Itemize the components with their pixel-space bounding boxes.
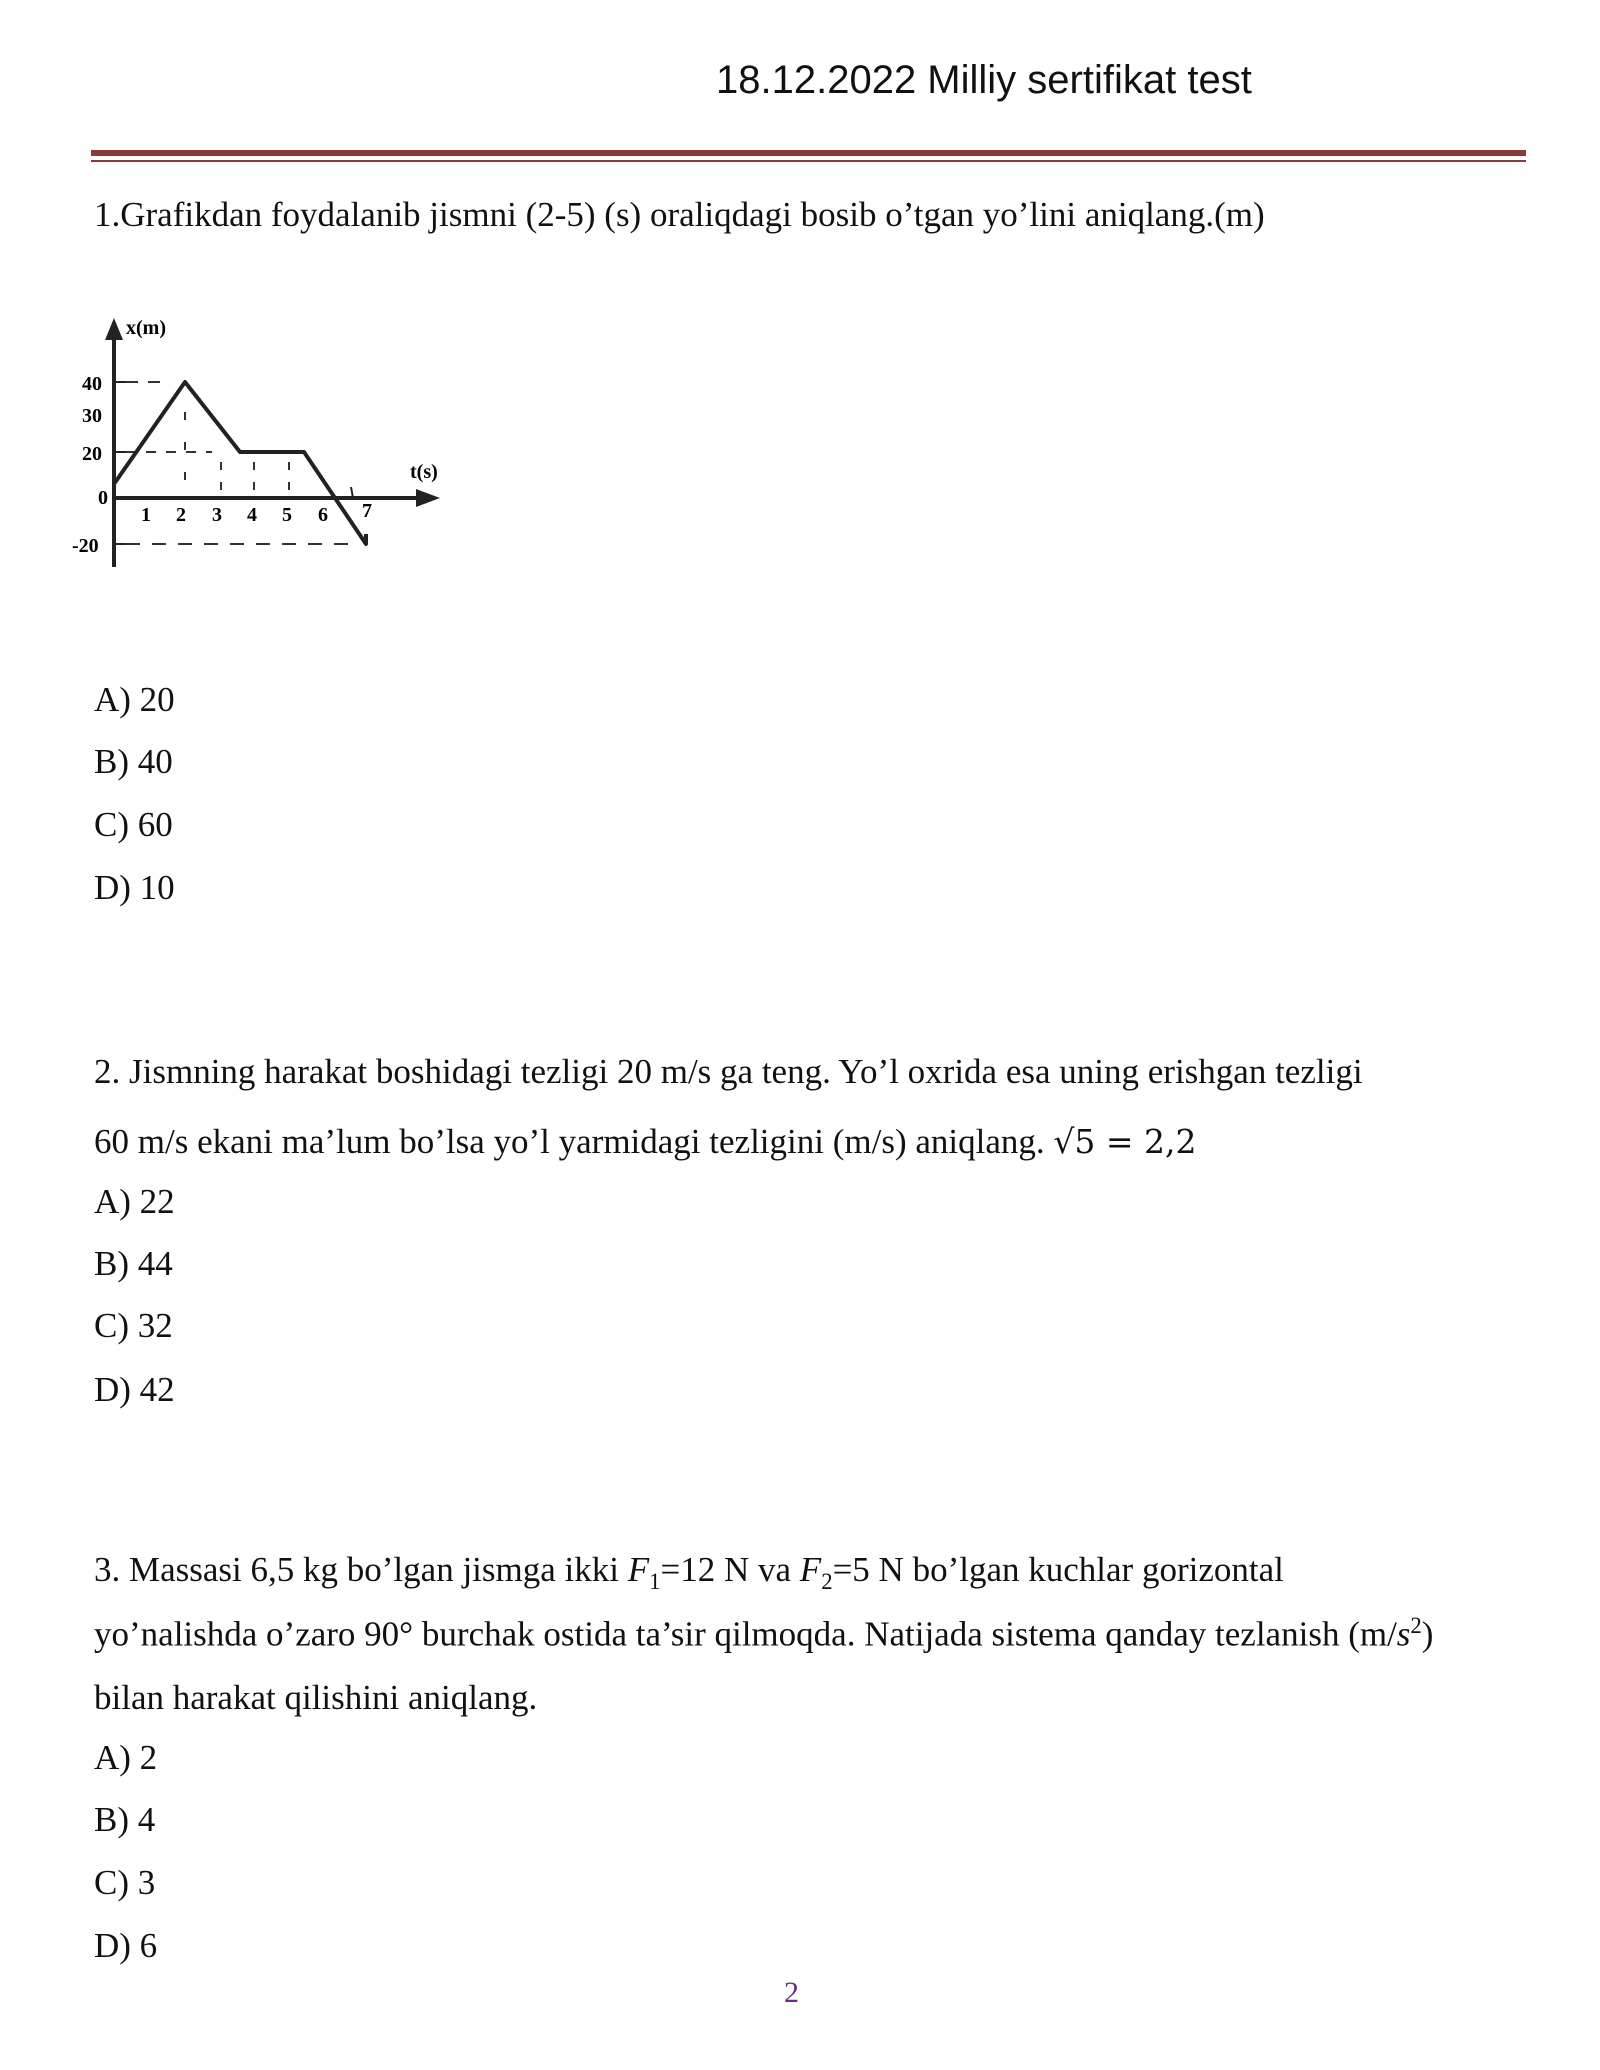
graph-x-tick: 6 (318, 504, 328, 526)
q3-line2-end: ) (1421, 1614, 1434, 1654)
q3-unit-s: s (1396, 1614, 1411, 1654)
q3-line1-text: 3. Massasi 6,5 kg bo’lgan jismga ikki (94, 1550, 619, 1589)
graph-y-tick: 0 (98, 487, 108, 509)
question-2-line-2 (94, 1120, 1197, 1164)
question-3-line-3: bilan harakat qilishini aniqlang. (94, 1678, 538, 1717)
force-1-subscript: 1 (649, 1569, 661, 1594)
graph-x-tick: 3 (212, 504, 222, 526)
graph-x-tick: 2 (176, 504, 186, 526)
q2-option-b[interactable]: B) 44 (94, 1244, 173, 1283)
graph-y-tick: 40 (82, 373, 102, 395)
q2-option-c[interactable]: C) 32 (94, 1306, 173, 1345)
q1-option-c[interactable]: C) 60 (94, 805, 173, 844)
q3-line2-text: yo’nalishda o’zaro 90° burchak ostida ta’sir qilmoqda. Natijada sistema qanday tezlanish (m/ (94, 1614, 1397, 1654)
question-3-line-2 (94, 1612, 1433, 1656)
q2-option-a[interactable]: A) 22 (94, 1182, 175, 1221)
q2-option-d[interactable]: D) 42 (94, 1370, 175, 1409)
sqrt-formula: √5 = 2,2 (1053, 1122, 1197, 1161)
q1-option-d[interactable]: D) 10 (94, 868, 175, 907)
q1-option-a[interactable]: A) 20 (94, 680, 175, 719)
header-rule-thin (91, 160, 1526, 162)
q3-unit-superscript: 2 (1410, 1613, 1422, 1638)
force-1-symbol: F (627, 1550, 650, 1589)
force-2-symbol: F (799, 1550, 822, 1589)
graph-y-tick: 30 (82, 405, 102, 427)
q3-option-a[interactable]: A) 2 (94, 1738, 158, 1777)
question-2-line-1: 2. Jismning harakat boshidagi tezligi 20 m/s ga teng. Yo’l oxrida esa uning erishgan tezligi (94, 1052, 1363, 1091)
graph-x-tick: 7 (362, 500, 372, 522)
graph-x-label: t(s) (410, 461, 438, 483)
graph-x-tick: 4 (247, 504, 257, 526)
graph-y-arrow (105, 318, 123, 340)
force-2-value: =5 N bo’lgan kuchlar gorizontal (832, 1550, 1284, 1589)
q3-option-c[interactable]: C) 3 (94, 1863, 156, 1902)
question-3-line-1 (94, 1548, 1284, 1596)
position-time-graph (68, 312, 468, 572)
graph-x-arrow (416, 489, 440, 507)
question-2-line-2-text: 60 m/s ekani ma’lum bo’lsa yo’l yarmidagi tezligini (m/s) aniqlang. (94, 1122, 1045, 1161)
force-2-subscript: 2 (821, 1569, 833, 1594)
page-number-mark: 2 (784, 1976, 799, 2009)
graph-x-tick: 1 (141, 504, 151, 526)
graph-x-tick: 5 (282, 504, 292, 526)
header-rule-thick (91, 150, 1526, 156)
graph-y-label: x(m) (126, 317, 166, 339)
q3-option-b[interactable]: B) 4 (94, 1800, 156, 1839)
page-header-title: 18.12.2022 Milliy sertifikat test (716, 58, 1252, 102)
graph-y-tick: -20 (72, 535, 99, 557)
q3-option-d[interactable]: D) 6 (94, 1926, 158, 1965)
graph-y-tick: 20 (82, 443, 102, 465)
graph-trajectory-line (114, 382, 366, 544)
force-1-value: =12 N va (660, 1550, 792, 1589)
question-1-text: 1.Grafikdan foydalanib jismni (2-5) (s) oraliqdagi bosib o’tgan yo’lini aniqlang.(m) (94, 195, 1265, 234)
q1-option-b[interactable]: B) 40 (94, 742, 173, 781)
